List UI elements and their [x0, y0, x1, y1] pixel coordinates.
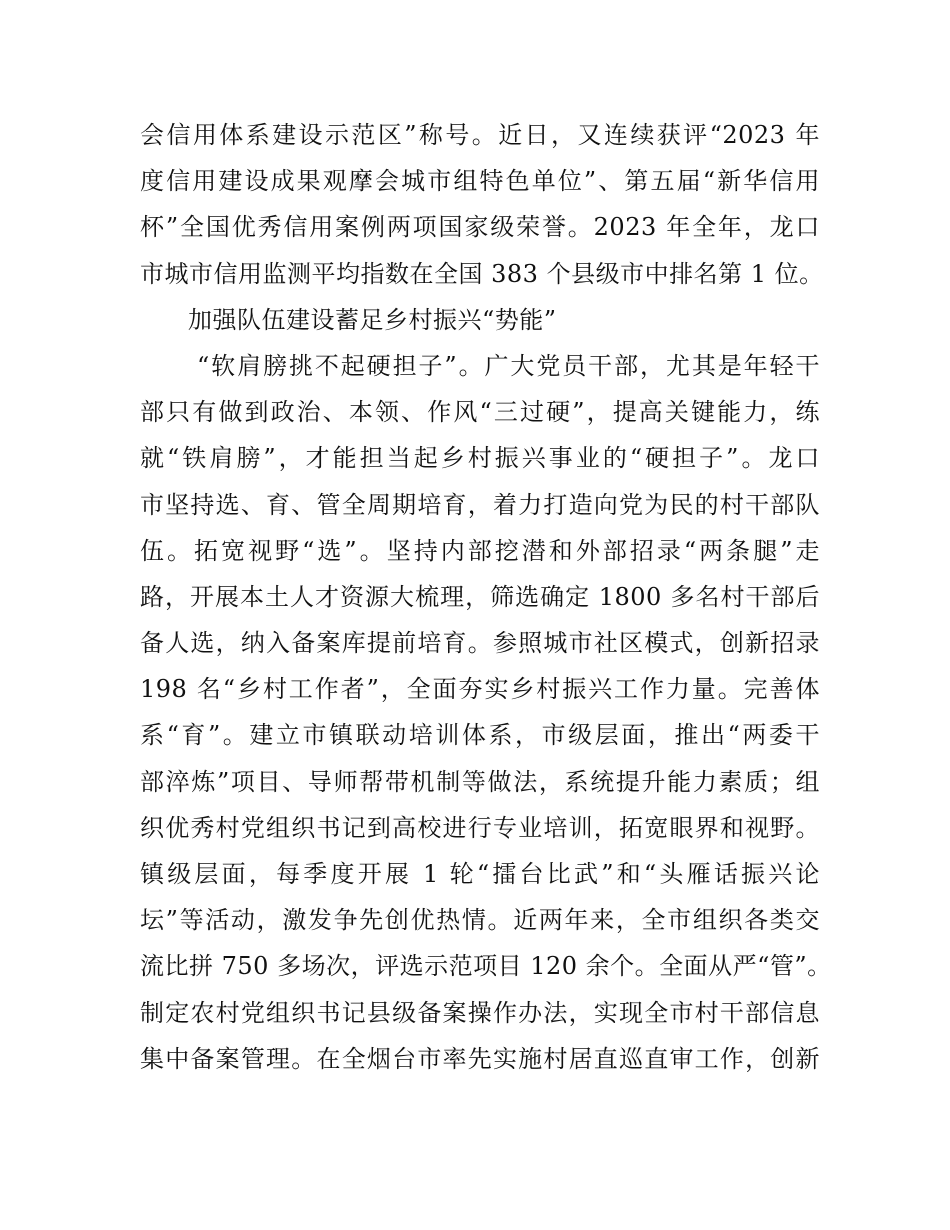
- text-line: 市坚持选、育、管全周期培育，着力打造向党为民的村干部队: [140, 490, 820, 519]
- text-line: 镇级层面，每季度开展 1 轮“擂台比武”和“头雁话振兴论: [140, 860, 820, 888]
- text-line: 系“育”。建立市镇联动培训体系，市级层面，推出“两委干: [140, 721, 820, 750]
- text-line: 坛”等活动，激发争先创优热情。近两年来，全市组织各类交: [140, 906, 820, 935]
- paragraph-team-building: [140, 343, 832, 1082]
- text-line: 伍。拓宽视野“选”。坚持内部挖潜和外部招录“两条腿”走: [140, 536, 820, 565]
- text-line: 杯”全国优秀信用案例两项国家级荣誉。2023 年全年，龙口: [140, 213, 820, 242]
- text-line: 就“铁肩膀”，才能担当起乡村振兴事业的“硬担子”。龙口: [140, 444, 820, 473]
- text-line: 度信用建设成果观摩会城市组特色单位”、第五届“新华信用: [140, 167, 820, 196]
- text-line: 集中备案管理。在全烟台市率先实施村居直巡直审工作，创新: [140, 1044, 820, 1073]
- text-line: 路，开展本土人才资源大梳理，筛选确定 1800 多名村干部后: [140, 582, 820, 611]
- text-line: 市城市信用监测平均指数在全国 383 个县级市中排名第 1 位。: [140, 259, 824, 288]
- text-line: 制定农村党组织书记县级备案操作办法，实现全市村干部信息: [140, 998, 820, 1027]
- section-heading: 加强队伍建设蓄足乡村振兴“势能”: [188, 305, 557, 334]
- text-line: 会信用体系建设示范区”称号。近日，又连续获评“2023 年: [140, 121, 820, 149]
- text-line: 198 名“乡村工作者”，全面夯实乡村振兴工作力量。完善体: [140, 675, 820, 704]
- text-line: 织优秀村党组织书记到高校进行专业培训，拓宽眼界和视野。: [140, 813, 820, 842]
- text-line: 部淬炼”项目、导师帮带机制等做法，系统提升能力素质；组: [140, 767, 820, 796]
- text-line: 备人选，纳入备案库提前培育。参照城市社区模式，创新招录: [140, 629, 820, 658]
- paragraph-credit-honors: [140, 112, 824, 297]
- text-line: 部只有做到政治、本领、作风“三过硬”，提高关键能力，练: [140, 398, 820, 427]
- text-line: 流比拼 750 多场次，评选示范项目 120 余个。全面从严“管”。: [140, 952, 832, 981]
- text-line: “软肩膀挑不起硬担子”。广大党员干部，尤其是年轻干: [197, 351, 820, 380]
- body-text: [140, 112, 832, 1082]
